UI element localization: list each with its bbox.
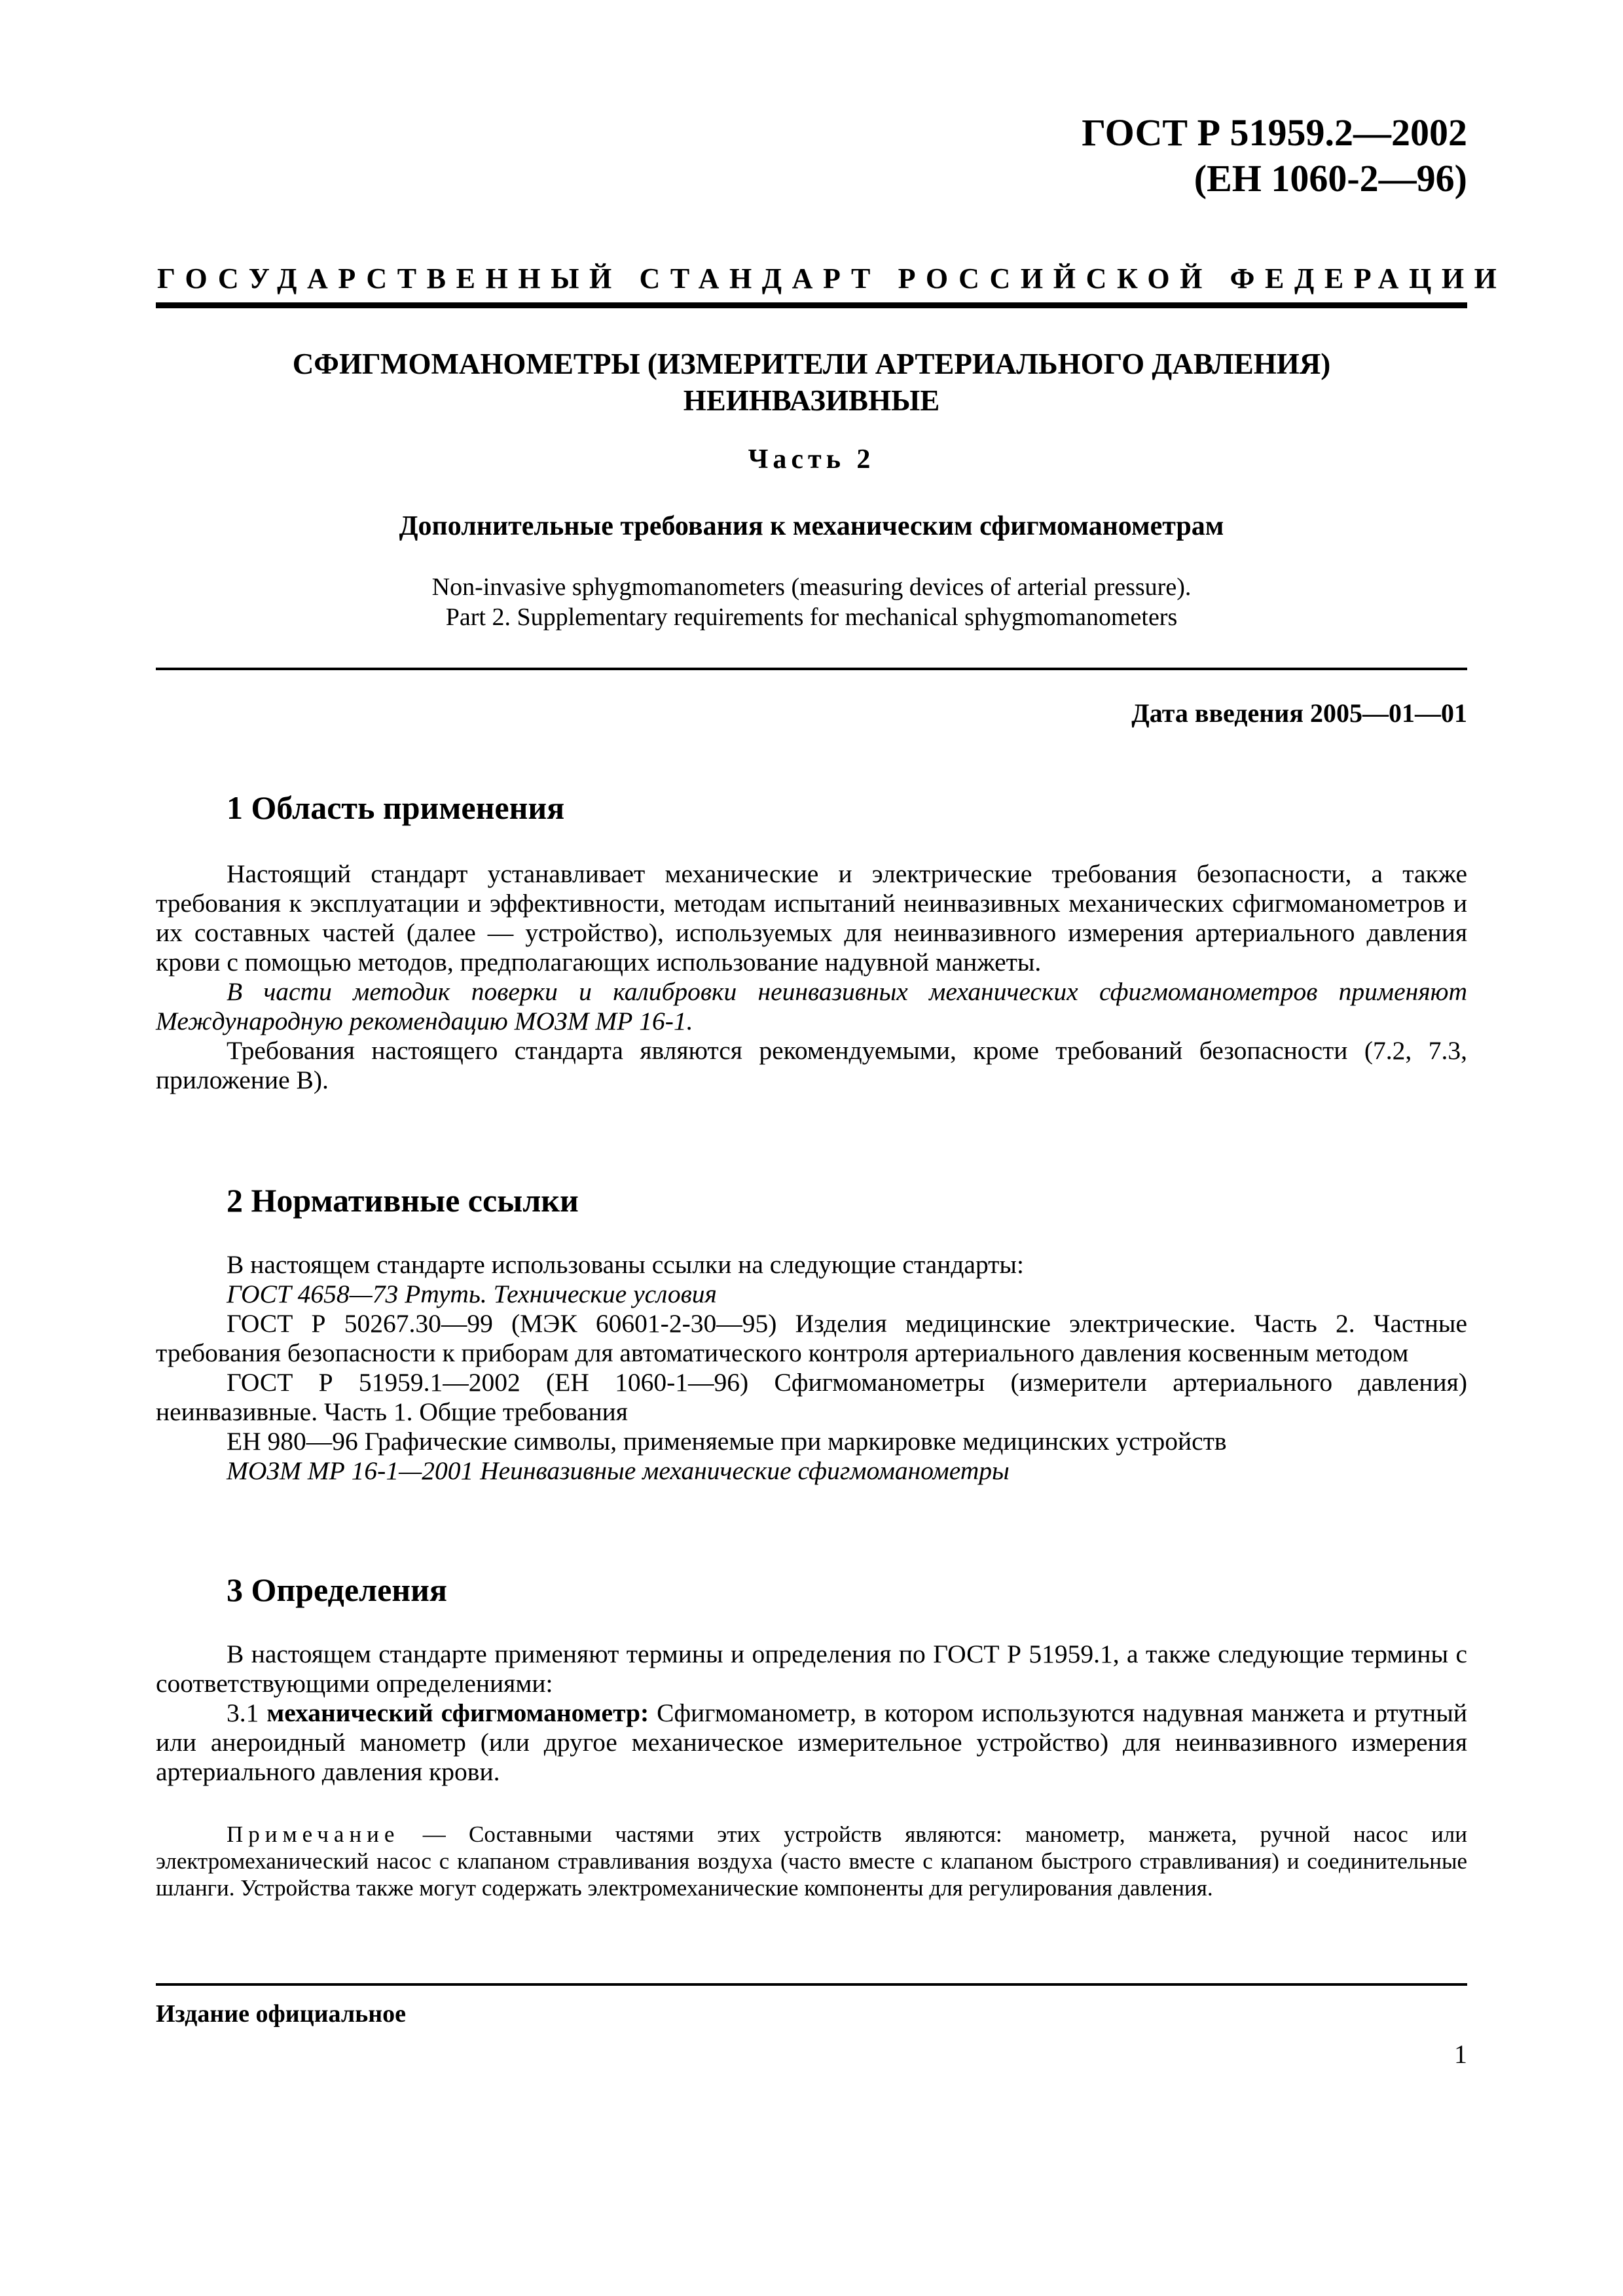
definition-note [156, 1821, 1467, 1901]
section-1-heading: 1 Область применения [227, 789, 565, 826]
page-number: 1 [1454, 2039, 1467, 2069]
introduction-date: Дата введения 2005—01—01 [1131, 698, 1467, 728]
section-2-heading: 2 Нормативные ссылки [227, 1182, 579, 1219]
document-title [156, 346, 1467, 419]
english-title-line-2: Part 2. Supplementary requirements for mechanical sphygmomanometers [445, 603, 1178, 631]
reference-item: ГОСТ Р 50267.30—99 (МЭК 60601-2-30—95) Изделия медицинские электрические. Часть 2. Частные требования безопасности к приборам для автоматического контроля артериального давления косвенным методом [156, 1309, 1467, 1367]
reference-item: МОЗМ МР 16-1—2001 Неинвазивные механические сфигмоманометры [227, 1456, 1010, 1485]
definition-3-1 [156, 1698, 1467, 1787]
section-1-paragraph-italic: В части методик поверки и калибровки неинвазивных механических сфигмоманометров применяют Международную рекомендацию МОЗМ МР 16-1. [156, 977, 1467, 1035]
note-text: — Составными частями этих устройств являются: манометр, манжета, ручной насос или электромеханический насос с клапаном стравливания воздуха (часто вместе с клапаном быстрого стравливания) и соединительные шланги. Устройства также могут содержать электромеханические компоненты для регулирования давления. [156, 1821, 1467, 1901]
english-title-line-1: Non-invasive sphygmomanometers (measuring devices of arterial pressure). [431, 573, 1192, 601]
document-subtitle: Дополнительные требования к механическим сфигмоманометрам [399, 511, 1224, 541]
note-label: Примечание [227, 1821, 400, 1847]
note-paragraph [156, 1821, 1467, 1901]
reference-item: ГОСТ Р 51959.1—2002 (ЕН 1060-1—96) Сфигмоманометры (измерители артериального давления) неинвазивные. Часть 1. Общие требования [156, 1368, 1467, 1426]
designation-line-1: ГОСТ Р 51959.2—2002 [1082, 111, 1467, 154]
title-line-1: СФИГМОМАНОМЕТРЫ (ИЗМЕРИТЕЛИ АРТЕРИАЛЬНОГО ДАВЛЕНИЯ) [292, 348, 1331, 380]
section-1-paragraph: Требования настоящего стандарта являются рекомендуемыми, кроме требований безопасности (7.2, 7.3, приложение В). [156, 1036, 1467, 1094]
designation-line-2: (ЕН 1060-2—96) [1194, 157, 1467, 200]
official-edition-label: Издание официальное [156, 2000, 407, 2028]
part-label: Часть 2 [748, 444, 875, 475]
definition-text: Сфигмоманометр, в котором используются надувная манжета и ртутный или анероидный манометр (или другое механическое измерительное устройство) для неинвазивного измерения артериального давления крови. [156, 1698, 1468, 1786]
section-2-paragraph: В настоящем стандарте использованы ссылки на следующие стандарты: [227, 1250, 1024, 1279]
section-3-body [156, 1640, 1467, 1787]
state-standard-heading: ГОСУДАРСТВЕННЫЙ СТАНДАРТ РОССИЙСКОЙ ФЕДЕРАЦИИ [157, 262, 1507, 295]
section-1-paragraph: Настоящий стандарт устанавливает механические и электрические требования безопасности, а также требования к эксплуатации и эффективности, методам испытаний неинвазивных механических сфигмоманометров и их составных частей (далее — устройство), используемых для неинвазивного измерения артериального давления крови с помощью методов, предполагающих использование надувной манжеты. [156, 859, 1467, 977]
header-rule [156, 302, 1467, 308]
section-2-body [156, 1250, 1467, 1486]
section-3-heading: 3 Определения [227, 1571, 447, 1608]
standard-designation [1082, 110, 1467, 202]
title-rule [156, 668, 1467, 670]
section-1-body [156, 859, 1467, 1095]
title-line-2: НЕИНВАЗИВНЫЕ [683, 384, 940, 417]
reference-item: ЕН 980—96 Графические символы, применяемые при маркировке медицинских устройств [227, 1427, 1227, 1456]
definition-number: 3.1 [227, 1698, 259, 1727]
section-3-paragraph: В настоящем стандарте применяют термины и определения по ГОСТ Р 51959.1, а также следующие термины с соответствующими определениями: [156, 1640, 1467, 1698]
english-title [156, 572, 1467, 632]
definition-term: механический сфигмоманометр: [266, 1698, 649, 1727]
reference-item: ГОСТ 4658—73 Ртуть. Технические условия [227, 1280, 717, 1308]
footer-rule [156, 1983, 1467, 1986]
